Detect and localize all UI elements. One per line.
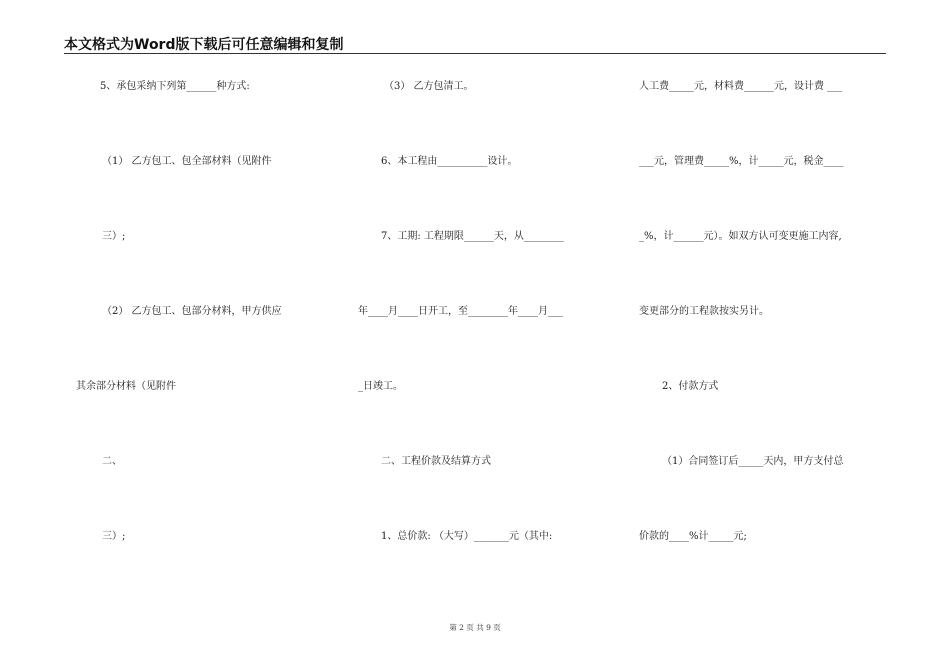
middle-line-4: 年____月____日开工，至________年____月___	[358, 306, 563, 317]
right-line-5: 2、付款方式	[662, 381, 719, 392]
left-line-6: 二、	[102, 456, 122, 467]
left-line-7: 三）;	[102, 531, 126, 542]
middle-line-6: 二、工程价款及结算方式	[381, 456, 491, 467]
document-header-title: 本文格式为Word版下载后可任意编辑和复制	[64, 37, 344, 53]
left-line-4: （2） 乙方包工、包部分材料，甲方供应	[102, 306, 282, 317]
right-line-6: （1）合同签订后_____天内，甲方支付总	[662, 456, 844, 467]
right-line-1: 人工费_____元，材料费______元，设计费 ___	[639, 81, 843, 92]
left-line-1: 5、承包采纳下列第______种方式:	[100, 81, 250, 92]
left-line-2: （1） 乙方包工、包全部材料（见附件	[102, 156, 272, 167]
right-line-2: ___元，管理费_____%，计_____元，税金____	[639, 156, 844, 167]
middle-line-3: 7、工期: 工程期限______天，从________	[381, 231, 564, 242]
right-line-3: _%，计______元）。如双方认可变更施工内容,	[639, 231, 842, 242]
left-line-3: 三）;	[102, 231, 126, 242]
middle-line-7: 1、总价款: （大写）_______元（其中:	[381, 531, 553, 542]
middle-line-2: 6、本工程由__________设计。	[381, 156, 518, 167]
page-number: 第 2 页 共 9 页	[449, 623, 501, 632]
header-divider	[64, 53, 886, 54]
right-line-4: 变更部分的工程款按实另计。	[639, 306, 769, 317]
right-line-7: 价款的____%计_____元;	[639, 531, 747, 542]
middle-line-1: （3） 乙方包清工。	[384, 81, 474, 92]
left-line-5: 其余部分材料（见附件	[76, 381, 176, 392]
middle-line-5: _日竣工。	[358, 381, 403, 392]
